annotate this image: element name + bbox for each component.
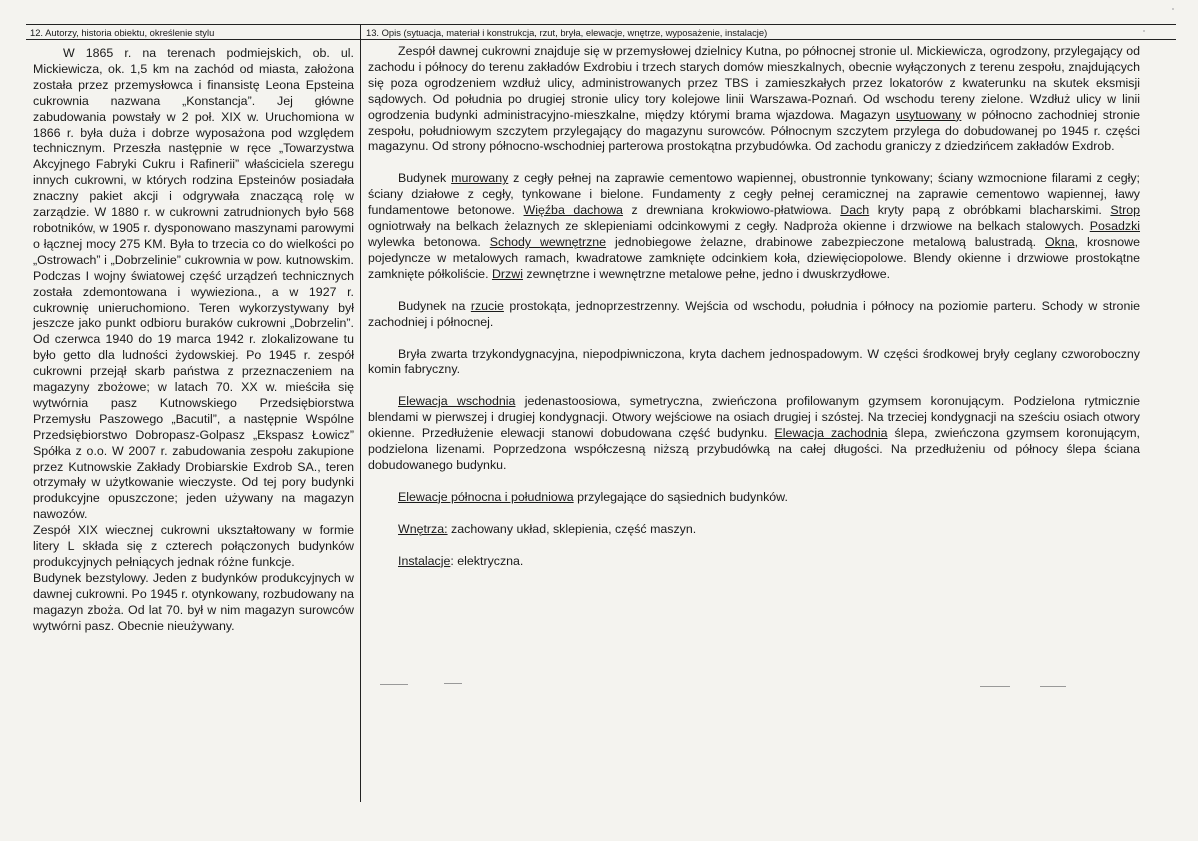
section-13-heading: 13. Opis (sytuacja, materiał i konstrukcja, rzut, bryła, elewacje, wnętrze, wyposażenie, instalacje): [366, 27, 768, 38]
scan-speck: [1172, 8, 1174, 10]
installations-paragraph: [368, 554, 1140, 570]
interiors-keyword: Wnętrza:: [398, 521, 448, 536]
material-paragraph: [368, 171, 1140, 282]
plan-text-1: prostokąta, jednoprzestrzenny. Wejścia od wschodu, południa i północy na poziomie parteru. Schody w stronie zachodniej i północnej.: [368, 298, 1140, 329]
material-text-2: z drewniana krokwiowo-płatwiowa.: [631, 203, 832, 218]
material-text-5: wylewka betonowa.: [368, 234, 481, 249]
material-keyword-murowany: murowany: [451, 171, 509, 186]
material-text-4: ogniotrwały na belkach żelaznych ze sklepieniami odcinkowymi z cegły. Nadproża okienne i drzwiowe na belkach stalowych.: [368, 219, 1084, 234]
material-text-0: Budynek: [398, 171, 447, 186]
interiors-text: zachowany układ, sklepienia, część maszyn.: [451, 521, 697, 536]
elevation-ns-keyword: Elewacje północna i południowa: [398, 489, 574, 504]
style-paragraph: Budynek bezstylowy. Jeden z budynków produkcyjnych w dawnej cukrowni. Po 1945 r. otynkowany, rozbudowany na magazyn zboża. Od lat 70. był w nim magazyn surowców wytwórni pasz. Obecnie nieużywany.: [33, 570, 354, 633]
elevations-ns-paragraph: [368, 490, 1140, 506]
scan-speck: [1143, 30, 1145, 32]
material-text-6: jednobiegowe żelazne, drabinowe zabezpieczone metalową balustradą.: [614, 234, 1037, 249]
scan-mark: [980, 686, 1010, 687]
plan-keyword: rzucie: [470, 298, 504, 313]
material-text-8: zewnętrzne i wewnętrzne metalowe pełne, jedno i dwuskrzydłowe.: [526, 266, 891, 281]
material-text-3: kryty papą z obróbkami blacharskimi.: [877, 203, 1102, 218]
section-12-heading: 12. Autorzy, historia obiektu, określenie stylu: [30, 27, 215, 38]
scan-mark: [380, 684, 408, 685]
material-keyword-posadzki: Posadzki: [1089, 219, 1141, 234]
history-paragraph: W 1865 r. na terenach podmiejskich, ob. ul. Mickiewicza, ok. 1,5 km na zachód od miasta, założona została przez przemysłowca i finansistę Leona Epsteina cukrownia nazwana „Konstancja”. Jej główne zabudowania powstały w 2 poł. XIX w. Uruchomiona w 1866 r. była duża i dobrze wyposażona pod względem technicznym. Przeszła następnie w ręce „Towarzystwa Akcyjnego Fabryki Cukru i Rafinerii” właściciela szeregu innych cukrowni, w których rodzina Epsteinów posiadała znaczny pakiet akcji i odgrywała znaczącą rolę w zarządzie. W 1880 r. w cukrowni zatrudnionych było 568 robotników, w 1905 r. dysponowano maszynami parowymi o łącznej mocy 275 KM. Była to trzecia co do wielkości po „Ostrowach” i „Dobrzelinie” cukrownia w pow. kutnowskim. Podczas I wojny światowej część urządzeń technicznych została zdemontowana i wywieziona., a w 1927 r. cukrownię unieruchomiono. Teren wykorzystywany był jeszcze jako punkt odbioru buraków cukrowni „Dobrzelin”. Od czerwca 1940 do 19 marca 1942 r. zlokalizowane tu było getto dla ludności żydowskiej. Po 1945 r. zespół cukrowni przejął skarb państwa z przeznaczeniem na magazyny zbożowe; w latach 70. XX w. mieściła się wytwórnia pasz Kutnowskiego Przedsiębiorstwa Przemysłu Paszowego „Bacutil”, a następnie Wspólne Przedsiębiorstwo Dobropasz-Golpasz „Ekspasz Łowicz” Spółka z o.o. W 2007 r. zabudowania zespołu zakupione przez Kutnowskie Zakłady Drobiarskie Exdrob SA., teren otrzymały w użytkowanie wieczyste. Od tej pory budynki produkcyjne opuszczone; jeden używany na magazyn nawozów.: [33, 46, 354, 522]
location-text-2: w północno zachodniej stronie zespołu, południowym szczytem przylegający do magazynu surowców. Północnym szczytem przylega do dobudowanej po 1945 r. części magazynu. Od strony północno-wschodniej parterowa prostokątna przybudówka. Od zachodu graniczy z dziedzińcem zakładów Exdrob.: [368, 107, 1140, 154]
installations-text: elektryczna.: [457, 553, 524, 568]
form-header-row: [26, 24, 1176, 40]
complex-paragraph: Zespół XIX wiecznej cukrowni ukształtowany w formie litery L składa się z czterech połączonych budynków produkcyjnych pełniących jednak różne funkcje.: [33, 523, 354, 569]
form-sheet: [26, 24, 1176, 804]
plan-paragraph: [368, 299, 1140, 331]
elevation-east-text: jedenastoosiowa, symetryczna, zwieńczona profilowanym gzymsem koronującym. Podzielona rytmicznie blendami w pierwszej i drugiej kondygnacji. Otwory wejściowe na osiach drugiej i szóstej. Na trzeciej kondygnacji na sześciu osiach otwory okienne. Przedłużenie elewacji stanowi dobudowana część budynku.: [368, 394, 1141, 441]
history-column: [33, 46, 354, 635]
material-keyword-schody: Schody wewnętrzne: [489, 234, 607, 249]
location-text-1: Zespół dawnej cukrowni znajduje się w przemysłowej dzielnicy Kutna, po północnej stronie ul. Mickiewicza, ogrodzony, przylegający od zachodu i północy do terenu zakładów Exdrobiu i trzech starych domów mieszkalnych, obecnie wyłączonych z terenu zespołu, znajdujących się poza ogrodzeniem wzdłuż ulicy, administrowanych przez TBS i zamieszkałych przez lokatorów z kwaterunku na skutek eksmisji sądowych. Od południa po drugiej stronie ulicy tory kolejowe linii Warszawa-Poznań. Od wschodu tereny zielone. Wzdłuż ulicy w linii ogrodzenia budynki administracyjno-mieszkalne, między którymi brama wjazdowa. Magazyn: [368, 44, 1140, 122]
material-keyword-drzwi: Drzwi: [491, 266, 523, 281]
elevation-west-keyword: Elewacja zachodnia: [774, 426, 888, 441]
elevation-ns-text: przylegające do sąsiednich budynków.: [577, 489, 788, 504]
material-keyword-strop: Strop: [1110, 203, 1141, 218]
installations-keyword: Instalacje: [398, 553, 451, 568]
material-text-7: krosnowe pojedyncze w metalowych ramach, kwadratowe zamknięte odcinkiem koła, dziewięciopolowe. Blendy okienne i drzwiowe prostokątne zamknięte półkoliście.: [368, 234, 1140, 281]
material-keyword-okna: Okna,: [1045, 234, 1079, 249]
elevations-paragraph: [368, 394, 1140, 474]
mass-paragraph: Bryła zwarta trzykondygnacyjna, niepodpiwniczona, kryta dachem jednospadowym. W części środkowej bryły ceglany czworoboczny komin fabryczny.: [368, 346, 1140, 377]
scan-mark: [1040, 686, 1066, 687]
location-keyword: usytuowany: [895, 107, 962, 122]
plan-text-0: Budynek na: [398, 298, 466, 313]
material-keyword-wiezba: Więźba dachowa: [523, 203, 623, 218]
scan-mark: [444, 683, 462, 684]
column-divider: [360, 24, 361, 802]
elevation-west-text: ślepa, zwieńczona gzymsem koronującym, podzielona lizenami. Poprzedzona współczesną niższą przybudówką na całej długości. Na przedłużeniu od północy ślepa ściana dobudowanego budynku.: [368, 426, 1140, 472]
interiors-paragraph: [368, 522, 1140, 538]
location-paragraph: [368, 44, 1140, 155]
elevation-east-keyword: Elewacja wschodnia: [398, 394, 516, 409]
material-keyword-dach: Dach: [840, 203, 870, 218]
material-text-1: z cegły pełnej na zaprawie cementowo wapiennej, obustronnie tynkowany; ściany wzmocnione filarami z cegły; ściany działowe z cegły, tynkowane i bielone. Fundamenty z cegły pełnej ceramicznej na zaprawie cementowo wapiennej, ławy fundamentowe betonowe.: [368, 171, 1140, 218]
installations-colon: :: [450, 553, 454, 568]
description-column: [368, 44, 1140, 570]
